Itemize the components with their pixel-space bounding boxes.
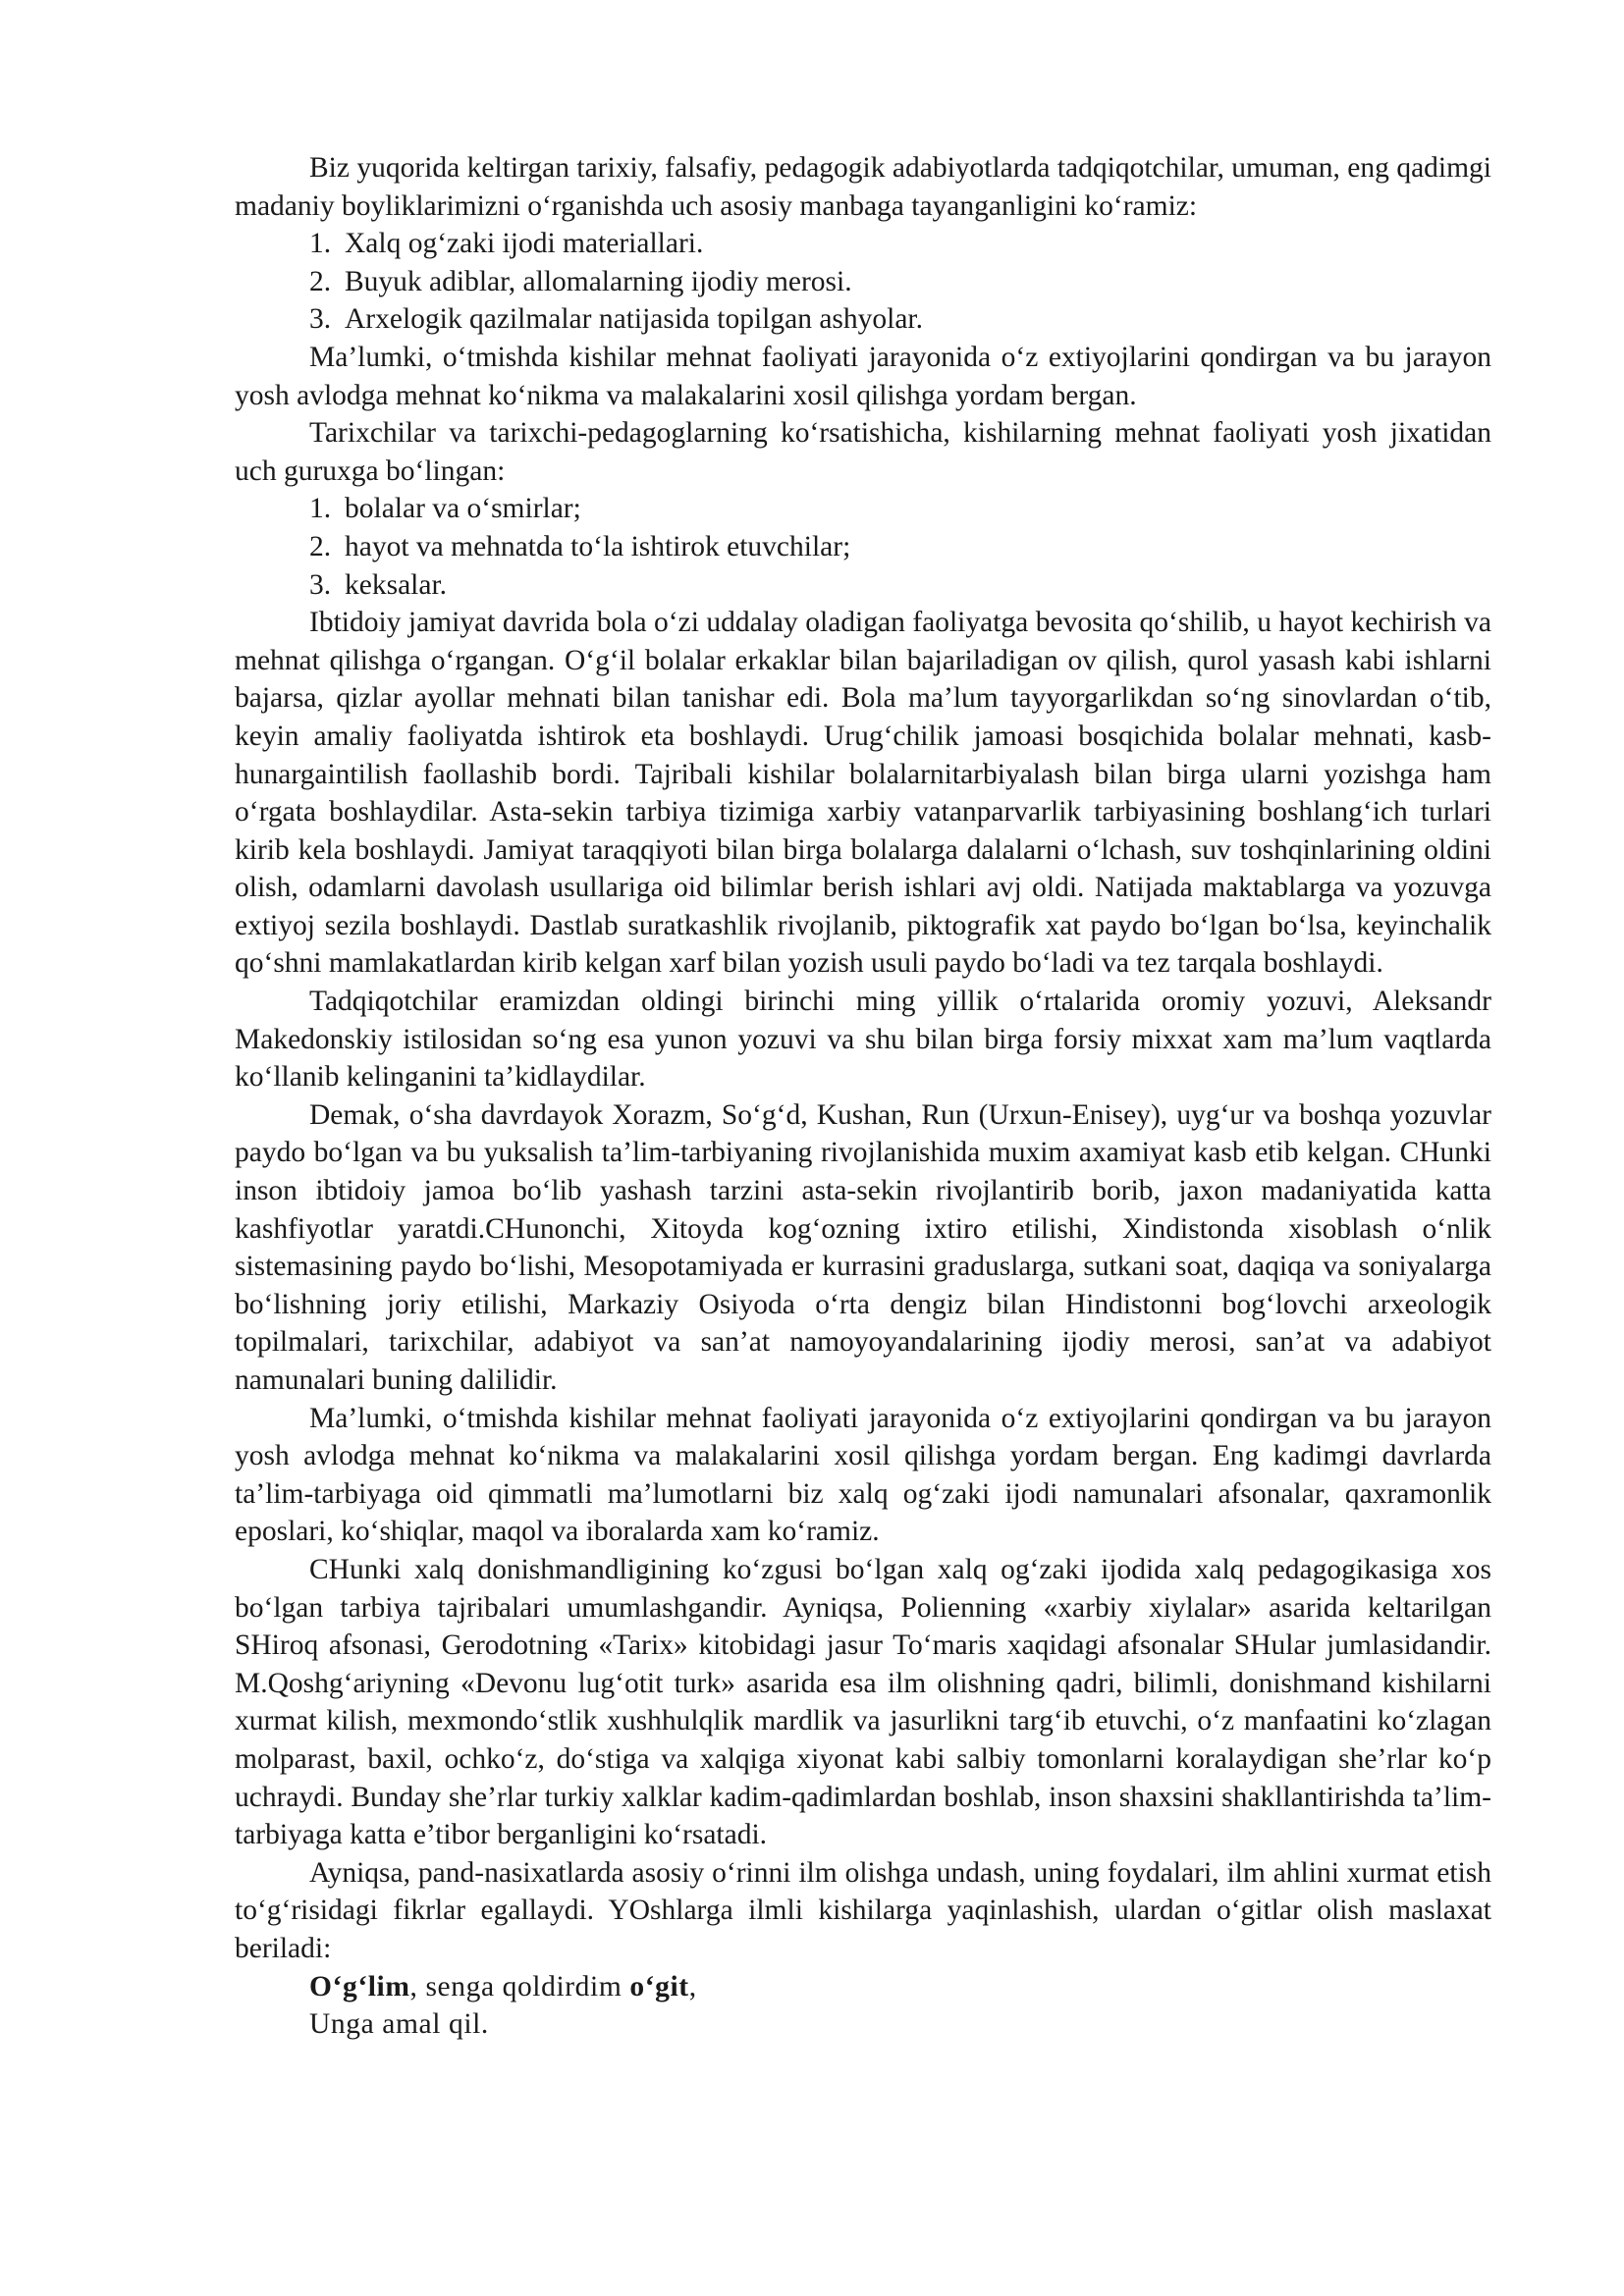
list-text: Xalq og‘zaki ijodi materiallari. [345, 228, 704, 260]
verse-bold-word: O‘g‘lim [309, 1970, 410, 2002]
list-text: Arxelogik qazilmalar natijasida topilgan ashyolar. [345, 303, 924, 336]
paragraph-primitive-society: Ibtidoiy jamiyat davrida bola o‘zi uddalay oladigan faoliyatga bevosita qo‘shilib, u hayot kechirish va mehnat qilishga o‘rgangan. O‘g‘il bolalar erkaklar bilan bajariladigan ov qilish, qurol yasash kabi ishlarni bajarsa, qizlar ayollar mehnati bilan tanishar edi. Bola ma’lum tayyorgarlikdan so‘ng sinovlardan o‘tib, keyin amaliy faoliyatda ishtirok eta boshlaydi. Urug‘chilik jamoasi bosqichida bolalar mehnati, kasb-hunargaintilish faollashib bordi. Tajribali kishilar bolalarnitarbiyalash bilan birga ularni yozishga ham o‘rgata boshlaydilar. Asta-sekin tarbiya tizimiga xarbiy vatanparvarlik tarbiyasining boshlang‘ich turlari kirib kela boshlaydi. Jamiyat taraqqiyoti bilan birga bolalarga dalalarni o‘lchash, suv toshqinlarining oldini olish, odamlarni davolash usullariga oid bilimlar berish ishlari avj oldi. Natijada maktablarga va yozuvga extiyoj sezila boshlaydi. Dastlab suratkashlik rivojlanib, piktografik xat paydo bo‘lgan bo‘lsa, keyinchalik qo‘shni mamlakatlardan kirib kelgan xarf bilan yozish usuli paydo bo‘ladi va tez tarqala boshlaydi. [235, 607, 1491, 980]
list-number: 2. [309, 265, 332, 297]
list-number: 2. [309, 530, 332, 562]
document-page [235, 149, 1491, 2044]
list-number: 1. [309, 228, 332, 260]
age-groups-list [235, 490, 1491, 604]
list-text: keksalar. [345, 568, 448, 601]
paragraph-oral-tradition: Ma’lumki, o‘tmishda kishilar mehnat faoliyati jarayonida o‘z extiyojlarini qondirgan va bu jarayon yosh avlodga mehnat ko‘nikma va malakalarini xosil qilishga yordam bergan. Eng kadimgi davrlarda ta’lim-tarbiyaga oid qimmatli ma’lumotlarni biz xalq og‘zaki ijodi namunalari afsonalar, qaxramonlik eposlari, ko‘shiqlar, maqol va iboralarda xam ko‘ramiz. [235, 1402, 1491, 1548]
sources-list [235, 225, 1491, 339]
list-text: Buyuk adiblar, allomalarning ijodiy merosi. [345, 265, 852, 297]
paragraph-intro: Biz yuqorida keltirgan tarixiy, falsafiy, pedagogik adabiyotlarda tadqiqotchilar, umuman, eng qadimgi madaniy boyliklarimizni o‘rganishda uch asosiy manbaga tayanganligini ko‘ramiz: [235, 152, 1491, 222]
paragraph-age-groups: Tarixchilar va tarixchi-pedagoglarning ko‘rsatishicha, kishilarning mehnat faoliyati yosh jixatidan uch guruxga bo‘lingan: [235, 417, 1491, 487]
verse-bold-word: o‘git [629, 1970, 689, 2002]
list-item [235, 566, 1491, 605]
paragraph-folk-wisdom: CHunki xalq donishmandligining ko‘zgusi bo‘lgan xalq og‘zaki ijodida xalq pedagogikasiga xos bo‘lgan tarbiya tajribalari umumlashgandir. Ayniqsa, Polienning «xarbiy xiylalar» asarida keltarilgan SHiroq afsonasi, Gerodotning «Tarix» kitobidagi jasur To‘maris xaqidagi afsonalar SHular jumlasidandir. M.Qoshg‘ariyning «Devonu lug‘otit turk» asarida esa ilm olishning qadri, bilimli, donishmand kishilarni xurmat kilish, mexmondo‘stlik xushhulqlik mardlik va jasurlikni targ‘ib etuvchi, o‘z manfaatini ko‘zlagan molparast, baxil, ochko‘z, do‘stiga va xalqiga xiyonat kabi salbiy tomonlarni koralaydigan she’rlar ko‘p uchraydi. Bunday she’rlar turkiy xalklar kadim-qadimlardan boshlab, inson shaxsini shakllantirishda ta’lim-tarbiyaga katta e’tibor berganligini ko‘rsatadi. [235, 1553, 1491, 1851]
list-item [235, 528, 1491, 566]
list-item [235, 300, 1491, 339]
list-number: 3. [309, 303, 332, 336]
list-item [235, 225, 1491, 263]
list-number: 3. [309, 568, 332, 601]
list-item [235, 263, 1491, 301]
paragraph-scripts: Demak, o‘sha davrdayok Xorazm, So‘g‘d, Kushan, Run (Urxun-Enisey), uyg‘ur va boshqa yozuvlar paydo bo‘lgan va bu yuksalish ta’lim-tarbiyaning rivojlanishida muxim axamiyat kasb etib kelgan. CHunki inson ibtidoiy jamoa bo‘lib yashash tarzini asta-sekin rivojlantirib borib, jaxon madaniyatida katta kashfiyotlar yaratdi.CHunonchi, Xitoyda kog‘ozning ixtiro etilishi, Xindistonda xisoblash o‘nlik sistemasining paydo bo‘lishi, Mesopotamiyada er kurrasini graduslarga, sutkani soat, daqiqa va soniyalarga bo‘lishning joriy etilishi, Markaziy Osiyoda o‘rta dengiz bilan Hindistonni bog‘lovchi arxeologik topilmalari, tarixchilar, adabiyot va san’at namoyoyandalarining ijodiy merosi, san’at va adabiyot namunalari buning dalilidir. [235, 1098, 1491, 1396]
paragraph-advice: Ayniqsa, pand-nasixatlarda asosiy o‘rinni ilm olishga undash, uning foydalari, ilm ahlini xurmat etish to‘g‘risidagi fikrlar egallaydi. YOshlarga ilmli kishilarga yaqinlashish, ulardan o‘gitlar olish maslaxat beriladi: [235, 1856, 1491, 1964]
list-text: hayot va mehnatda to‘la ishtirok etuvchilar; [345, 530, 851, 562]
list-number: 1. [309, 493, 332, 525]
paragraph-researchers: Tadqiqotchilar eramizdan oldingi birinchi ming yillik o‘rtalarida oromiy yozuvi, Aleksandr Makedonskiy istilosidan so‘ng esa yunon yozuvi va shu bilan birga forsiy mixxat xam ma’lum vaqtlarda ko‘llanib kelinganini ta’kidlaydilar. [235, 986, 1491, 1094]
verse-quote [235, 1968, 1491, 2044]
verse-line-1: O‘g‘lim, senga qoldirdim o‘git, [309, 1970, 697, 2002]
list-text: bolalar va o‘smirlar; [345, 493, 581, 525]
paragraph-labor: Ma’lumki, o‘tmishda kishilar mehnat faoliyati jarayonida o‘z extiyojlarini qondirgan va bu jarayon yosh avlodga mehnat ko‘nikma va malakalarini xosil qilishga yordam bergan. [235, 341, 1491, 411]
list-item [235, 490, 1491, 528]
verse-line-2: Unga amal qil. [309, 2008, 489, 2041]
